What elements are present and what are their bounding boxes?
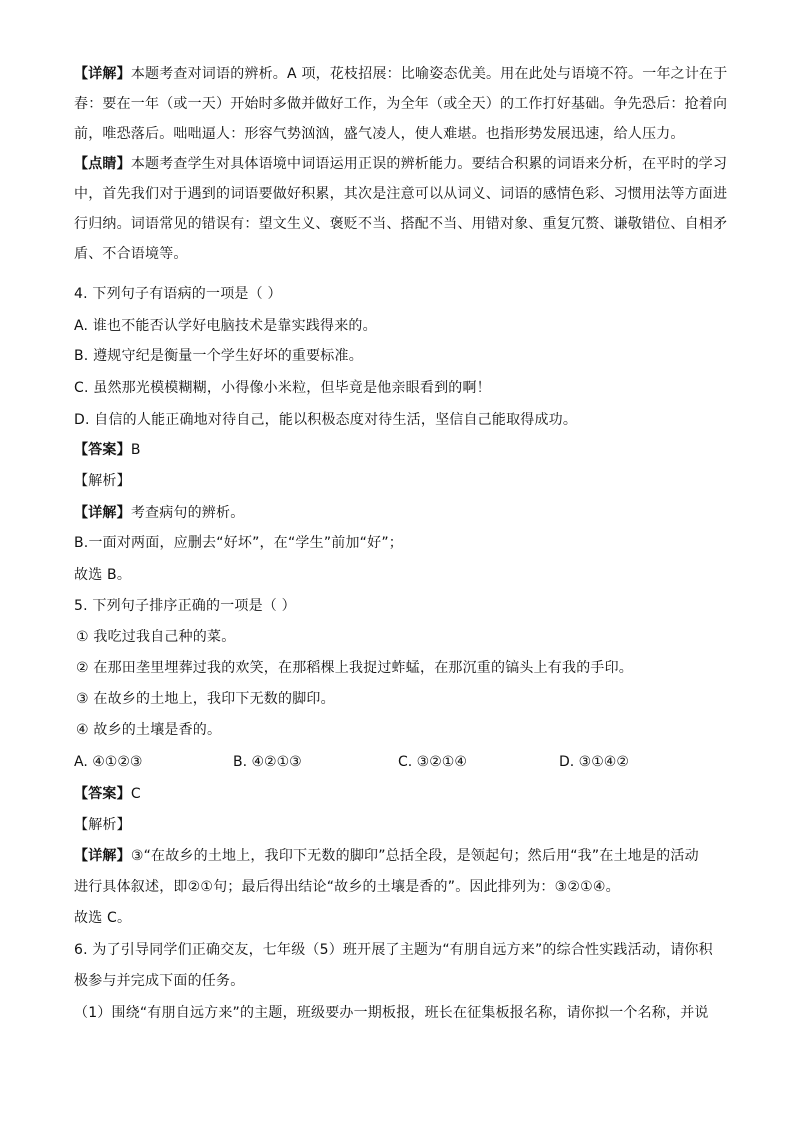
q5-sentence-3: ③ 在故乡的土地上，我印下无数的脚印。 bbox=[76, 691, 335, 707]
q4-detail-line-1: 【详解】考查病句的辨析。 bbox=[74, 505, 245, 521]
q5-detail-line-2: 进行具体叙述，即②①句；最后得出结论“故乡的土壤是香的”。因此排列为：③②①④。 bbox=[74, 879, 620, 895]
q5-choice-d: D. ③①④② bbox=[559, 754, 629, 770]
answer-tag: 【答案】 bbox=[74, 786, 131, 802]
q3-pointer-line-1: 【点睛】本题考查学生对具体语境中词语运用正误的辨析能力。要结合积累的词语来分析，在平时的学习 bbox=[74, 156, 728, 172]
q5-answer: 【答案】C bbox=[74, 786, 141, 802]
q4-detail-line-2: B.一面对两面，应删去“好坏”，在“学生”前加“好”； bbox=[74, 535, 403, 551]
q5-analysis-tag: 【解析】 bbox=[74, 817, 131, 833]
q4-stem: 4. 下列句子有语病的一项是（ ） bbox=[74, 286, 282, 302]
q5-choice-b: B. ④②①③ bbox=[233, 754, 302, 770]
detail-tag: 【详解】 bbox=[74, 848, 131, 864]
q5-detail-line-1: 【详解】③“在故乡的土地上，我印下无数的脚印”总括全段，是领起句；然后用“我”在土地是的活动 bbox=[74, 848, 699, 864]
q3-detail-line-3: 前，唯恐落后。咄咄逼人：形容气势汹汹，盛气凌人，使人难堪。也指形势发展迅速，给人压力。 bbox=[74, 126, 685, 142]
q3-pointer-line-2: 中，首先我们对于遇到的词语要做好积累，其次是注意可以从词义、词语的感情色彩、习惯用法等方面进 bbox=[74, 186, 728, 202]
q4-detail-line-3: 故选 B。 bbox=[74, 567, 132, 583]
q5-detail-line-3: 故选 C。 bbox=[74, 910, 132, 926]
q5-choice-a: A. ④①②③ bbox=[74, 754, 143, 770]
q3-detail-line-2: 春：要在一年（或一天）开始时多做并做好工作，为全年（或全天）的工作打好基础。争先恐后：抢着向 bbox=[74, 96, 728, 112]
q4-option-a: A. 谁也不能否认学好电脑技术是靠实践得来的。 bbox=[74, 318, 377, 334]
answer-tag: 【答案】 bbox=[74, 442, 131, 458]
q4-option-b: B. 遵规守纪是衡量一个学生好坏的重要标准。 bbox=[74, 348, 363, 364]
q3-pointer-line-4: 盾、不合语境等。 bbox=[74, 246, 188, 262]
q4-answer: 【答案】B bbox=[74, 442, 141, 458]
q5-sentence-4: ④ 故乡的土壤是香的。 bbox=[76, 722, 222, 738]
q4-analysis-tag: 【解析】 bbox=[74, 473, 131, 489]
q5-stem: 5. 下列句子排序正确的一项是（ ） bbox=[74, 598, 296, 614]
q5-sentence-1: ① 我吃过我自己种的菜。 bbox=[76, 629, 236, 645]
detail-tag: 【详解】 bbox=[74, 505, 131, 521]
q6-task-1: （1）围绕“有朋自远方来”的主题，班级要办一期板报，班长在征集板报名称，请你拟一个名称，并说 bbox=[74, 1005, 709, 1021]
q3-pointer-line-3: 行归纳。词语常见的错误有：望文生义、褒贬不当、搭配不当、用错对象、重复冗赘、谦敬错位、自相矛 bbox=[74, 216, 728, 232]
q6-stem-line-2: 极参与并完成下面的任务。 bbox=[74, 973, 245, 989]
q4-option-d: D. 自信的人能正确地对待自己，能以积极态度对待生活，坚信自己能取得成功。 bbox=[74, 412, 578, 428]
q6-stem-line-1: 6. 为了引导同学们正确交友，七年级（5）班开展了主题为“有朋自远方来”的综合性实践活动，请你积 bbox=[74, 942, 713, 958]
q4-option-c: C. 虽然那光模模糊糊，小得像小米粒，但毕竟是他亲眼看到的啊！ bbox=[74, 380, 491, 396]
pointer-tag: 【点睛】 bbox=[74, 156, 131, 172]
q5-sentence-2: ② 在那田垄里埋葬过我的欢笑，在那稻棵上我捉过蚱蜢，在那沉重的镐头上有我的手印。 bbox=[76, 660, 633, 676]
detail-tag: 【详解】 bbox=[74, 66, 131, 82]
q3-detail-line-1: 【详解】本题考查对词语的辨析。A 项，花枝招展：比喻姿态优美。用在此处与语境不符。一年之计在于 bbox=[74, 66, 728, 82]
q5-choice-c: C. ③②①④ bbox=[398, 754, 467, 770]
